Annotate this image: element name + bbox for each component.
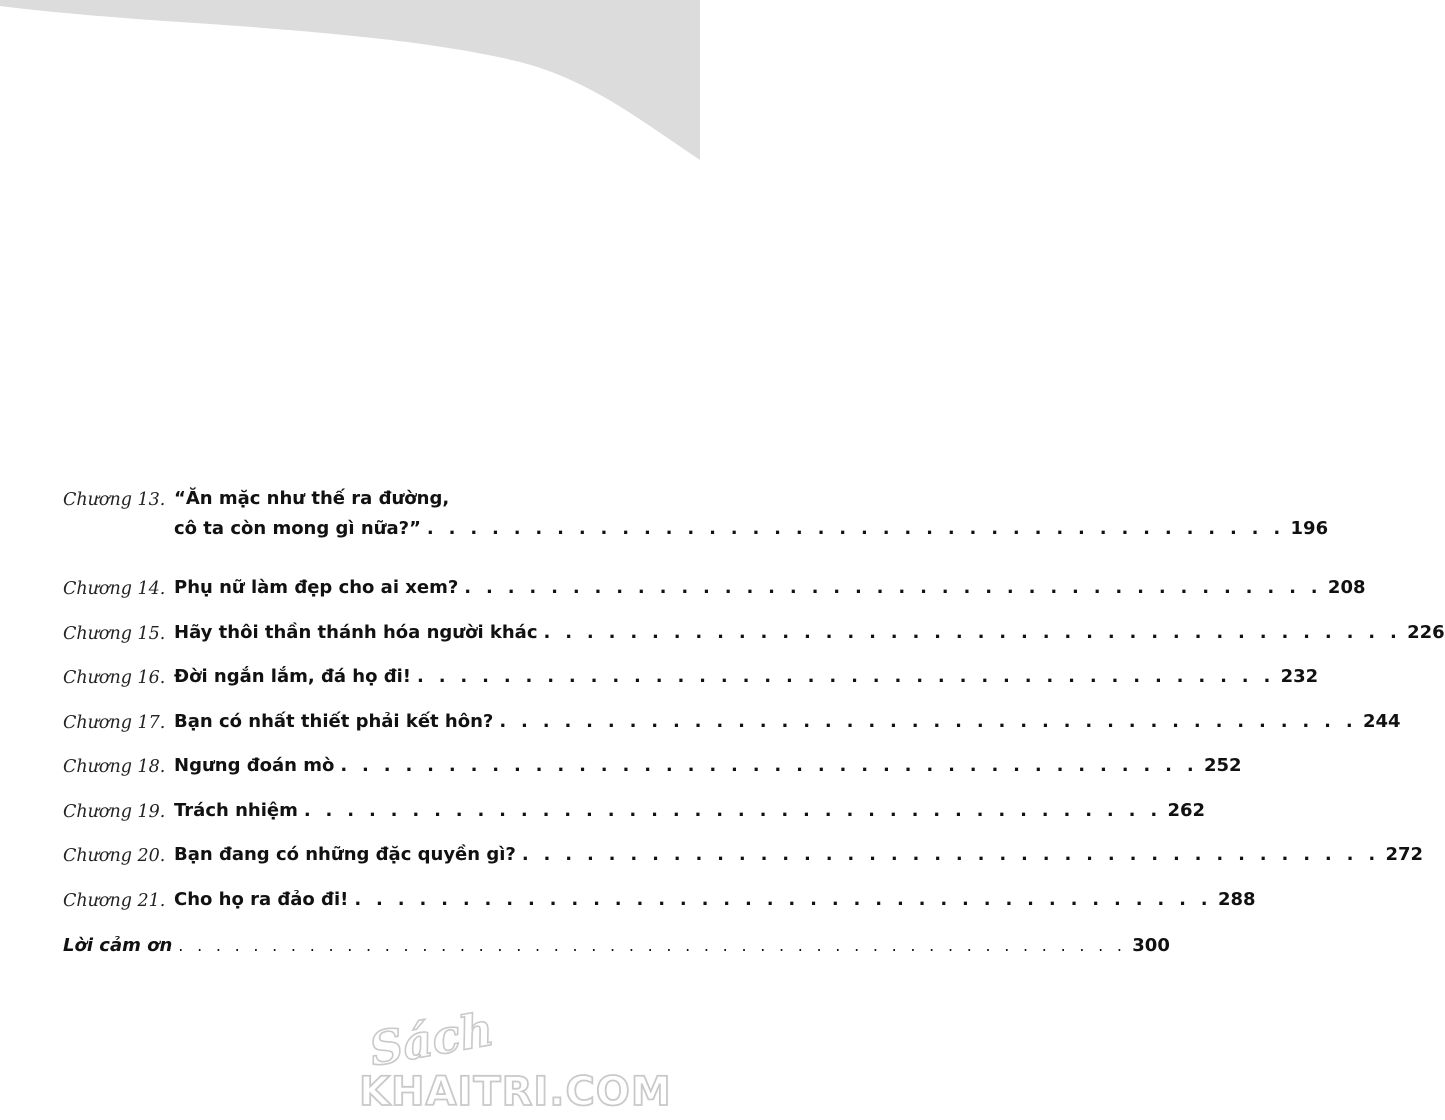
chapter-title-line xyxy=(174,577,1366,598)
chapter-label: Chương 19. xyxy=(63,801,166,822)
dot-leader: . . . . . . . . . . . . . . . . . . . . . . . . . . . . . . . . . . . . . . . . xyxy=(521,844,1380,865)
page-number: 252 xyxy=(1203,755,1242,776)
watermark-script-text: Sách xyxy=(365,1001,498,1077)
chapter-title-line xyxy=(174,710,1401,732)
chapter-title: Ngưng đoán mò xyxy=(174,755,335,776)
dot-leader: . . . . . . . . . . . . . . . . . . . . . . . . . . . . . . . . . . . . . . . . xyxy=(499,710,1357,732)
chapter-label: Chương 18. xyxy=(63,757,166,777)
toc-entry-chapter-14[interactable] xyxy=(63,569,1366,614)
dot-leader: . . . . . . . . . . . . . . . . . . . . . . . . . . . . . . . . . . . . . . . . xyxy=(340,755,1198,776)
chapter-title: cô ta còn mong gì nữa?” xyxy=(174,518,421,539)
page-number: 244 xyxy=(1362,710,1401,732)
chapter-title: Bạn có nhất thiết phải kết hôn? xyxy=(174,710,494,732)
chapter-title: “Ăn mặc như thế ra đường, xyxy=(174,488,450,509)
chapter-title-line xyxy=(174,621,1445,643)
toc-entry-chapter-13[interactable] xyxy=(63,480,1329,569)
chapter-title: Hãy thôi thần thánh hóa người khác xyxy=(174,621,538,643)
toc-entry-acknowledgements[interactable] xyxy=(63,935,1170,956)
chapter-title-line xyxy=(174,799,1206,821)
dot-leader: . . . . . . . . . . . . . . . . . . . . . . . . . . . . . . . . . . . . . . . . xyxy=(464,577,1322,598)
page-number: 232 xyxy=(1280,666,1319,687)
chapter-label: Chương 13. xyxy=(63,490,166,510)
toc-entry-chapter-15[interactable] xyxy=(63,614,1445,659)
chapter-label: Chương 16. xyxy=(63,668,166,688)
chapter-title: Đời ngắn lắm, đá họ đi! xyxy=(174,666,411,687)
page-number: 208 xyxy=(1327,577,1366,598)
chapter-label: Chương 15. xyxy=(63,623,166,644)
page-number: 288 xyxy=(1217,888,1256,910)
watermark-brand-text: KHAITRI.COM xyxy=(359,1069,672,1115)
khaitri-watermark-logo xyxy=(355,1000,690,1115)
dot-leader: . . . . . . . . . . . . . . . . . . . . . . . . . . . . . . . . . . . . . . . . xyxy=(543,621,1402,643)
chapter-label: Chương 20. xyxy=(63,846,166,866)
chapter-label: Chương 14. xyxy=(63,579,166,599)
dot-leader: . . . . . . . . . . . . . . . . . . . . . . . . . . . . . . . . . . . . . . . . xyxy=(417,666,1275,687)
page-number: 226 xyxy=(1407,621,1445,643)
chapter-title-line xyxy=(174,755,1242,776)
toc-entry-chapter-19[interactable] xyxy=(63,792,1206,837)
toc-entry-chapter-20[interactable] xyxy=(63,836,1424,881)
toc-entry-chapter-18[interactable] xyxy=(63,747,1242,792)
chapter-title: Phụ nữ làm đẹp cho ai xem? xyxy=(174,577,459,598)
chapter-title-line-2 xyxy=(174,518,1329,539)
chapter-title-line xyxy=(174,888,1256,910)
toc-entry-chapter-21[interactable] xyxy=(63,881,1256,926)
page-number: 262 xyxy=(1167,799,1206,821)
page-number: 300 xyxy=(1132,935,1170,956)
toc-entry-chapter-17[interactable] xyxy=(63,703,1401,748)
chapter-title-line-1 xyxy=(174,488,623,509)
dot-leader: . . . . . . . . . . . . . . . . . . . . . . . . . . . . . . . . . . . . . . . . xyxy=(303,799,1162,821)
toc-entry-chapter-16[interactable] xyxy=(63,658,1319,703)
chapter-title-line xyxy=(174,844,1424,865)
page-number: 196 xyxy=(1290,518,1329,539)
corner-swoosh-decoration xyxy=(0,0,700,180)
chapter-title-line xyxy=(174,666,1319,687)
dot-leader: . . . . . . . . . . . . . . . . . . . . . . . . . . . . . . . . . . . . . . . . . . . . . . . . . . . xyxy=(178,936,1127,955)
chapter-label: Chương 17. xyxy=(63,712,166,733)
acknowledgements-title: Lời cảm ơn xyxy=(63,935,173,956)
chapter-title: Cho họ ra đảo đi! xyxy=(174,888,349,910)
dot-leader: . . . . . . . . . . . . . . . . . . . . . . . . . . . . . . . . . . . . . . . . xyxy=(354,888,1212,910)
chapter-title: Trách nhiệm xyxy=(174,799,298,821)
chapter-label: Chương 21. xyxy=(63,890,166,911)
table-of-contents xyxy=(63,480,1445,956)
dot-leader: . . . . . . . . . . . . . . . . . . . . . . . . . . . . . . . . . . . . . . . . xyxy=(426,518,1285,539)
page-number: 272 xyxy=(1385,844,1424,865)
chapter-title: Bạn đang có những đặc quyền gì? xyxy=(174,844,516,865)
